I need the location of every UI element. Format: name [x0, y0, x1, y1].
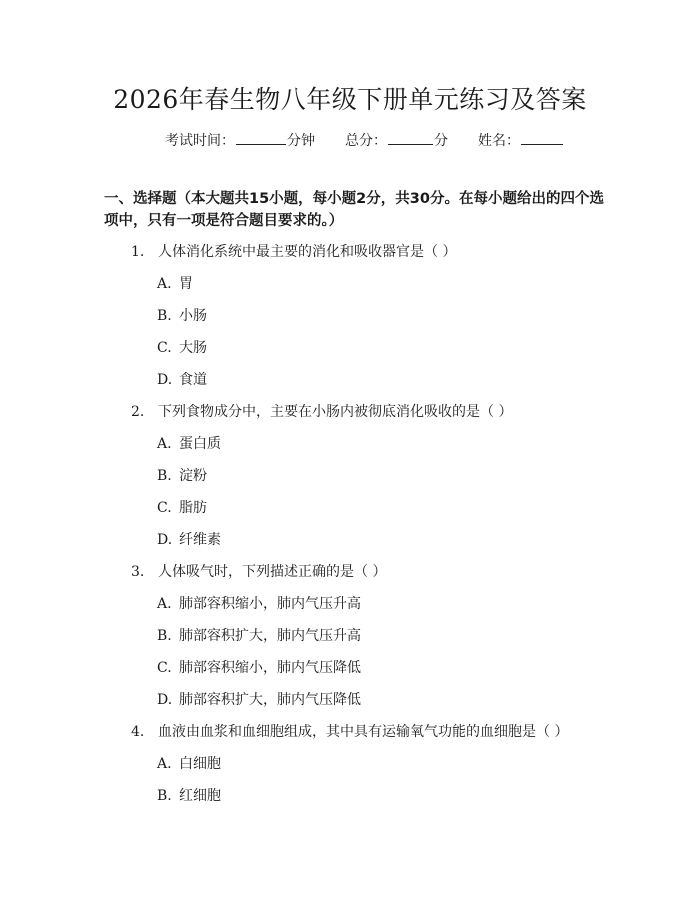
score-blank — [388, 131, 433, 145]
question-text: 血液由血浆和血细胞组成，其中具有运输氧气功能的血细胞是（ ） — [158, 724, 569, 740]
question-1-option-d — [157, 370, 207, 390]
question-2-option-d — [157, 530, 221, 550]
time-unit: 分钟 — [287, 133, 315, 149]
option-letter: C. — [157, 660, 172, 676]
question-1 — [131, 242, 456, 262]
exam-info-line — [165, 131, 564, 151]
question-number: 2. — [131, 404, 145, 420]
question-2 — [131, 402, 512, 422]
option-letter: D. — [157, 372, 173, 388]
question-3-option-c — [157, 658, 361, 678]
option-text: 肺部容积扩大，肺内气压升高 — [179, 628, 361, 644]
option-letter: A. — [157, 276, 172, 292]
option-text: 蛋白质 — [179, 436, 221, 452]
option-letter: C. — [157, 340, 172, 356]
time-blank — [236, 131, 286, 145]
option-text: 食道 — [179, 372, 207, 388]
time-label: 考试时间： — [165, 133, 235, 149]
option-text: 白细胞 — [179, 756, 221, 772]
option-letter: B. — [157, 468, 172, 484]
question-number: 4. — [131, 724, 145, 740]
total-score-field — [345, 131, 448, 151]
option-text: 大肠 — [179, 340, 207, 356]
question-2-option-b — [157, 466, 207, 486]
question-text: 人体消化系统中最主要的消化和吸收器官是（ ） — [158, 244, 457, 260]
option-letter: B. — [157, 788, 172, 804]
question-2-option-a — [157, 434, 221, 454]
score-unit: 分 — [434, 133, 448, 149]
option-text: 脂肪 — [179, 500, 207, 516]
option-letter: B. — [157, 628, 172, 644]
option-letter: A. — [157, 596, 172, 612]
question-1-option-c — [157, 338, 207, 358]
page-title: 2026年春生物八年级下册单元练习及答案 — [113, 85, 587, 114]
option-letter: A. — [157, 756, 172, 772]
option-text: 肺部容积扩大，肺内气压降低 — [179, 692, 361, 708]
question-number: 3. — [131, 564, 145, 580]
question-4-option-a — [157, 754, 221, 774]
option-letter: A. — [157, 436, 172, 452]
question-3-option-a — [157, 594, 361, 614]
question-text: 下列食物成分中，主要在小肠内被彻底消化吸收的是（ ） — [158, 404, 513, 420]
question-1-option-a — [157, 274, 193, 294]
option-text: 纤维素 — [179, 532, 221, 548]
question-4-option-b — [157, 786, 221, 806]
exam-time-field — [165, 131, 315, 151]
option-text: 肺部容积缩小，肺内气压降低 — [179, 660, 361, 676]
question-3-option-d — [157, 690, 361, 710]
question-1-option-b — [157, 306, 207, 326]
student-name-field — [478, 131, 564, 151]
question-3 — [131, 562, 386, 582]
name-label: 姓名： — [478, 133, 520, 149]
name-blank — [521, 131, 563, 145]
option-letter: D. — [157, 532, 173, 548]
option-letter: D. — [157, 692, 173, 708]
question-2-option-c — [157, 498, 207, 518]
option-text: 小肠 — [179, 308, 207, 324]
score-label: 总分： — [345, 133, 387, 149]
option-text: 肺部容积缩小，肺内气压升高 — [179, 596, 361, 612]
option-text: 胃 — [179, 276, 193, 292]
question-4 — [131, 722, 568, 742]
option-text: 红细胞 — [179, 788, 221, 804]
option-text: 淀粉 — [179, 468, 207, 484]
section-heading: 一、选择题（本大题共15小题，每小题2分，共30分。在每小题给出的四个选项中，只有一项是符合题目要求的。） — [104, 191, 604, 229]
question-number: 1. — [131, 244, 145, 260]
option-letter: B. — [157, 308, 172, 324]
option-letter: C. — [157, 500, 172, 516]
question-text: 人体吸气时，下列描述正确的是（ ） — [158, 564, 387, 580]
question-3-option-b — [157, 626, 361, 646]
